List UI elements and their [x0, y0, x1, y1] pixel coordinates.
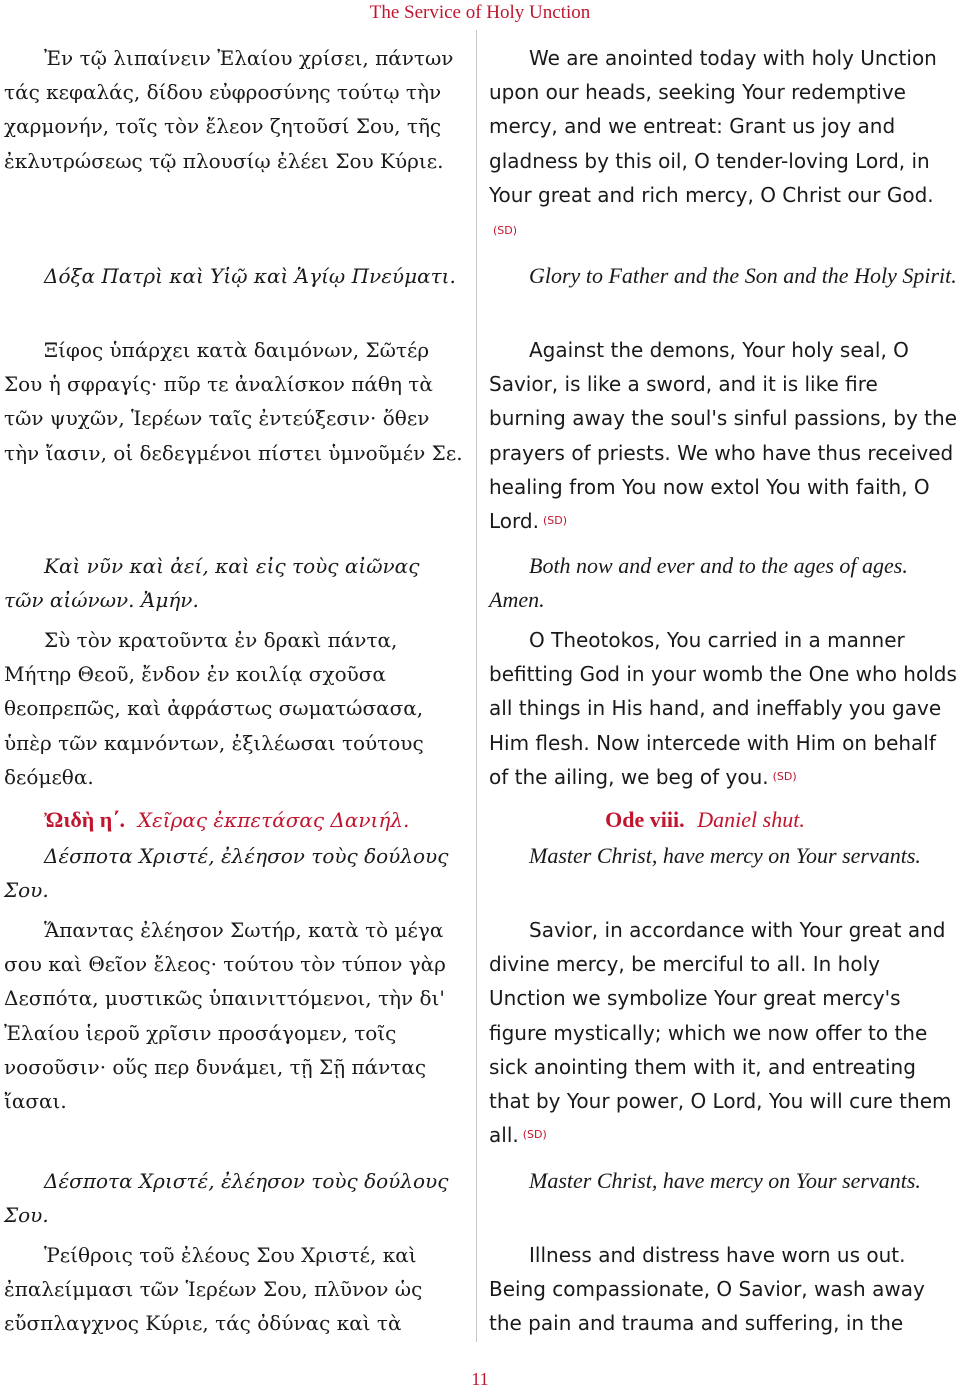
greek-refrain-2: Δέσποτα Χριστέ, ἐλέησον τοὺς δούλους Σου.: [4, 1169, 449, 1228]
sd-marker: (SD): [542, 514, 567, 528]
english-both-now: Both now and ever and to the ages of ages. Amen.: [489, 553, 908, 613]
english-ode-title: Ode viii.: [605, 807, 685, 832]
english-theotokion-text: O Theotokos, You carried in a manner befitting God in your womb the One who holds all things in His hand, and ineffably you gave Him flesh. Now intercede with Him on behalf of the ailing, we beg of you.: [489, 628, 957, 789]
english-glory: Glory to Father and the Son and the Holy Spirit.: [529, 263, 957, 288]
english-ode-irmos: Daniel shut.: [697, 807, 805, 832]
english-troparion-2-text: Against the demons, Your holy seal, O Savior, is like a sword, and it is like fire burning away the soul's sinful passions, by the prayers of priests. We who have thus received healing from You now extol You with faith, O Lord.: [489, 338, 957, 534]
english-ode-heading: [505, 803, 905, 837]
english-troparion-2: [489, 333, 959, 538]
greek-refrain-1: Δέσποτα Χριστέ, ἐλέησον τοὺς δούλους Σου.: [4, 844, 449, 903]
greek-troparion-3: Ἅπαντας ἐλέησον Σωτήρ, κατὰ τὸ μέγα σου καὶ Θεῖον ἔλεος· τούτου τὸν τύπον γὰρ Δεσπότα, μυστικῶς ὑπαινιττόμενοι, τὴν δι' Ἐλαίου ἱεροῦ χρῖσιν προσάγομεν, τοῖς νοσοῦσιν· οὕς περ δυνάμει, τῇ Σῇ πάντας ἴασαι.: [4, 918, 446, 1114]
page-number: 11: [471, 1369, 489, 1389]
greek-troparion-4: Ῥείθροις τοῦ ἐλέους Σου Χριστέ, καὶ ἐπαλείμμασι τῶν Ἱερέων Σου, πλῦνον ὡς εὔσπλαγχνος Κύριε, τάς ὀδύνας καὶ τὰ: [4, 1243, 423, 1336]
sd-marker: (SD): [772, 769, 797, 783]
column-divider: [476, 30, 477, 1342]
greek-theotokion: Σὺ τὸν κρατοῦντα ἐν δρακὶ πάντα, Μήτηρ Θεοῦ, ἔνδον ἐν κοιλίᾳ σχοῦσα θεοπρεπῶς, καὶ ἀφράστως σωματώσασα, ὑπὲρ τῶν καμνόντων, ἐξιλέωσαι τούτους δεόμεθα.: [4, 628, 424, 789]
greek-troparion-1: Ἐν τῷ λιπαίνειν Ἐλαίου χρίσει, πάντων τάς κεφαλάς, δίδου εὐφροσύνης τούτῳ τὴν χαρμονήν, τοῖς τὸν ἔλεον ζητοῦσί Σου, τῆς ἐκλυτρώσεως τῷ πλουσίῳ ἐλέει Σου Κύριε.: [4, 46, 454, 173]
english-theotokion: [489, 623, 959, 794]
running-header: The Service of Holy Unction: [369, 2, 591, 23]
english-refrain-2: Master Christ, have mercy on Your servants.: [529, 1168, 921, 1193]
english-troparion-1: We are anointed today with holy Unction upon our heads, seeking Your redemptive mercy, and we entreat: Grant us joy and gladness by this oil, O tender-loving Lord, in Your great and rich mercy, O Christ our God.: [489, 46, 937, 207]
greek-ode-irmos: Χεῖρας ἐκπετάσας Δανιήλ.: [137, 808, 410, 832]
english-refrain-1: Master Christ, have mercy on Your servants.: [529, 843, 921, 868]
english-troparion-3: [489, 913, 959, 1152]
greek-troparion-2: Ξίφος ὑπάρχει κατὰ δαιμόνων, Σῶτέρ Σου ἡ σφραγίς· πῦρ τε ἀναλίσκον πάθη τὰ τῶν ψυχῶν, Ἱερέων ταῖς ἐντεύξεσιν· ὅθεν τὴν ἴασιν, οἱ δεδεγμένοι πίστει ὑμνοῦμέν Σε.: [4, 338, 463, 465]
greek-ode-heading: [4, 803, 464, 837]
english-troparion-3-text: Savior, in accordance with Your great and divine mercy, be merciful to all. In holy Unction we symbolize Your great mercy's figure mystically; which we now offer to the sick anointing them with it, and entreating that by Your power, O Lord, You will cure them all.: [489, 918, 952, 1148]
greek-kai-nyn: Καὶ νῦν καὶ ἀεί, καὶ εἰς τοὺς αἰῶνας τῶν αἰώνων. Ἀμήν.: [4, 554, 420, 613]
greek-ode-title: Ὠιδὴ η΄.: [44, 807, 126, 832]
english-troparion-4: Illness and distress have worn us out. Being compassionate, O Savior, wash away the pain and trauma and suffering, in the: [489, 1243, 925, 1336]
sd-marker: (SD): [522, 1128, 547, 1142]
sd-marker: (SD): [493, 224, 518, 237]
greek-doxology: Δόξα Πατρὶ καὶ Υἱῷ καὶ Ἁγίῳ Πνεύματι.: [44, 264, 456, 288]
